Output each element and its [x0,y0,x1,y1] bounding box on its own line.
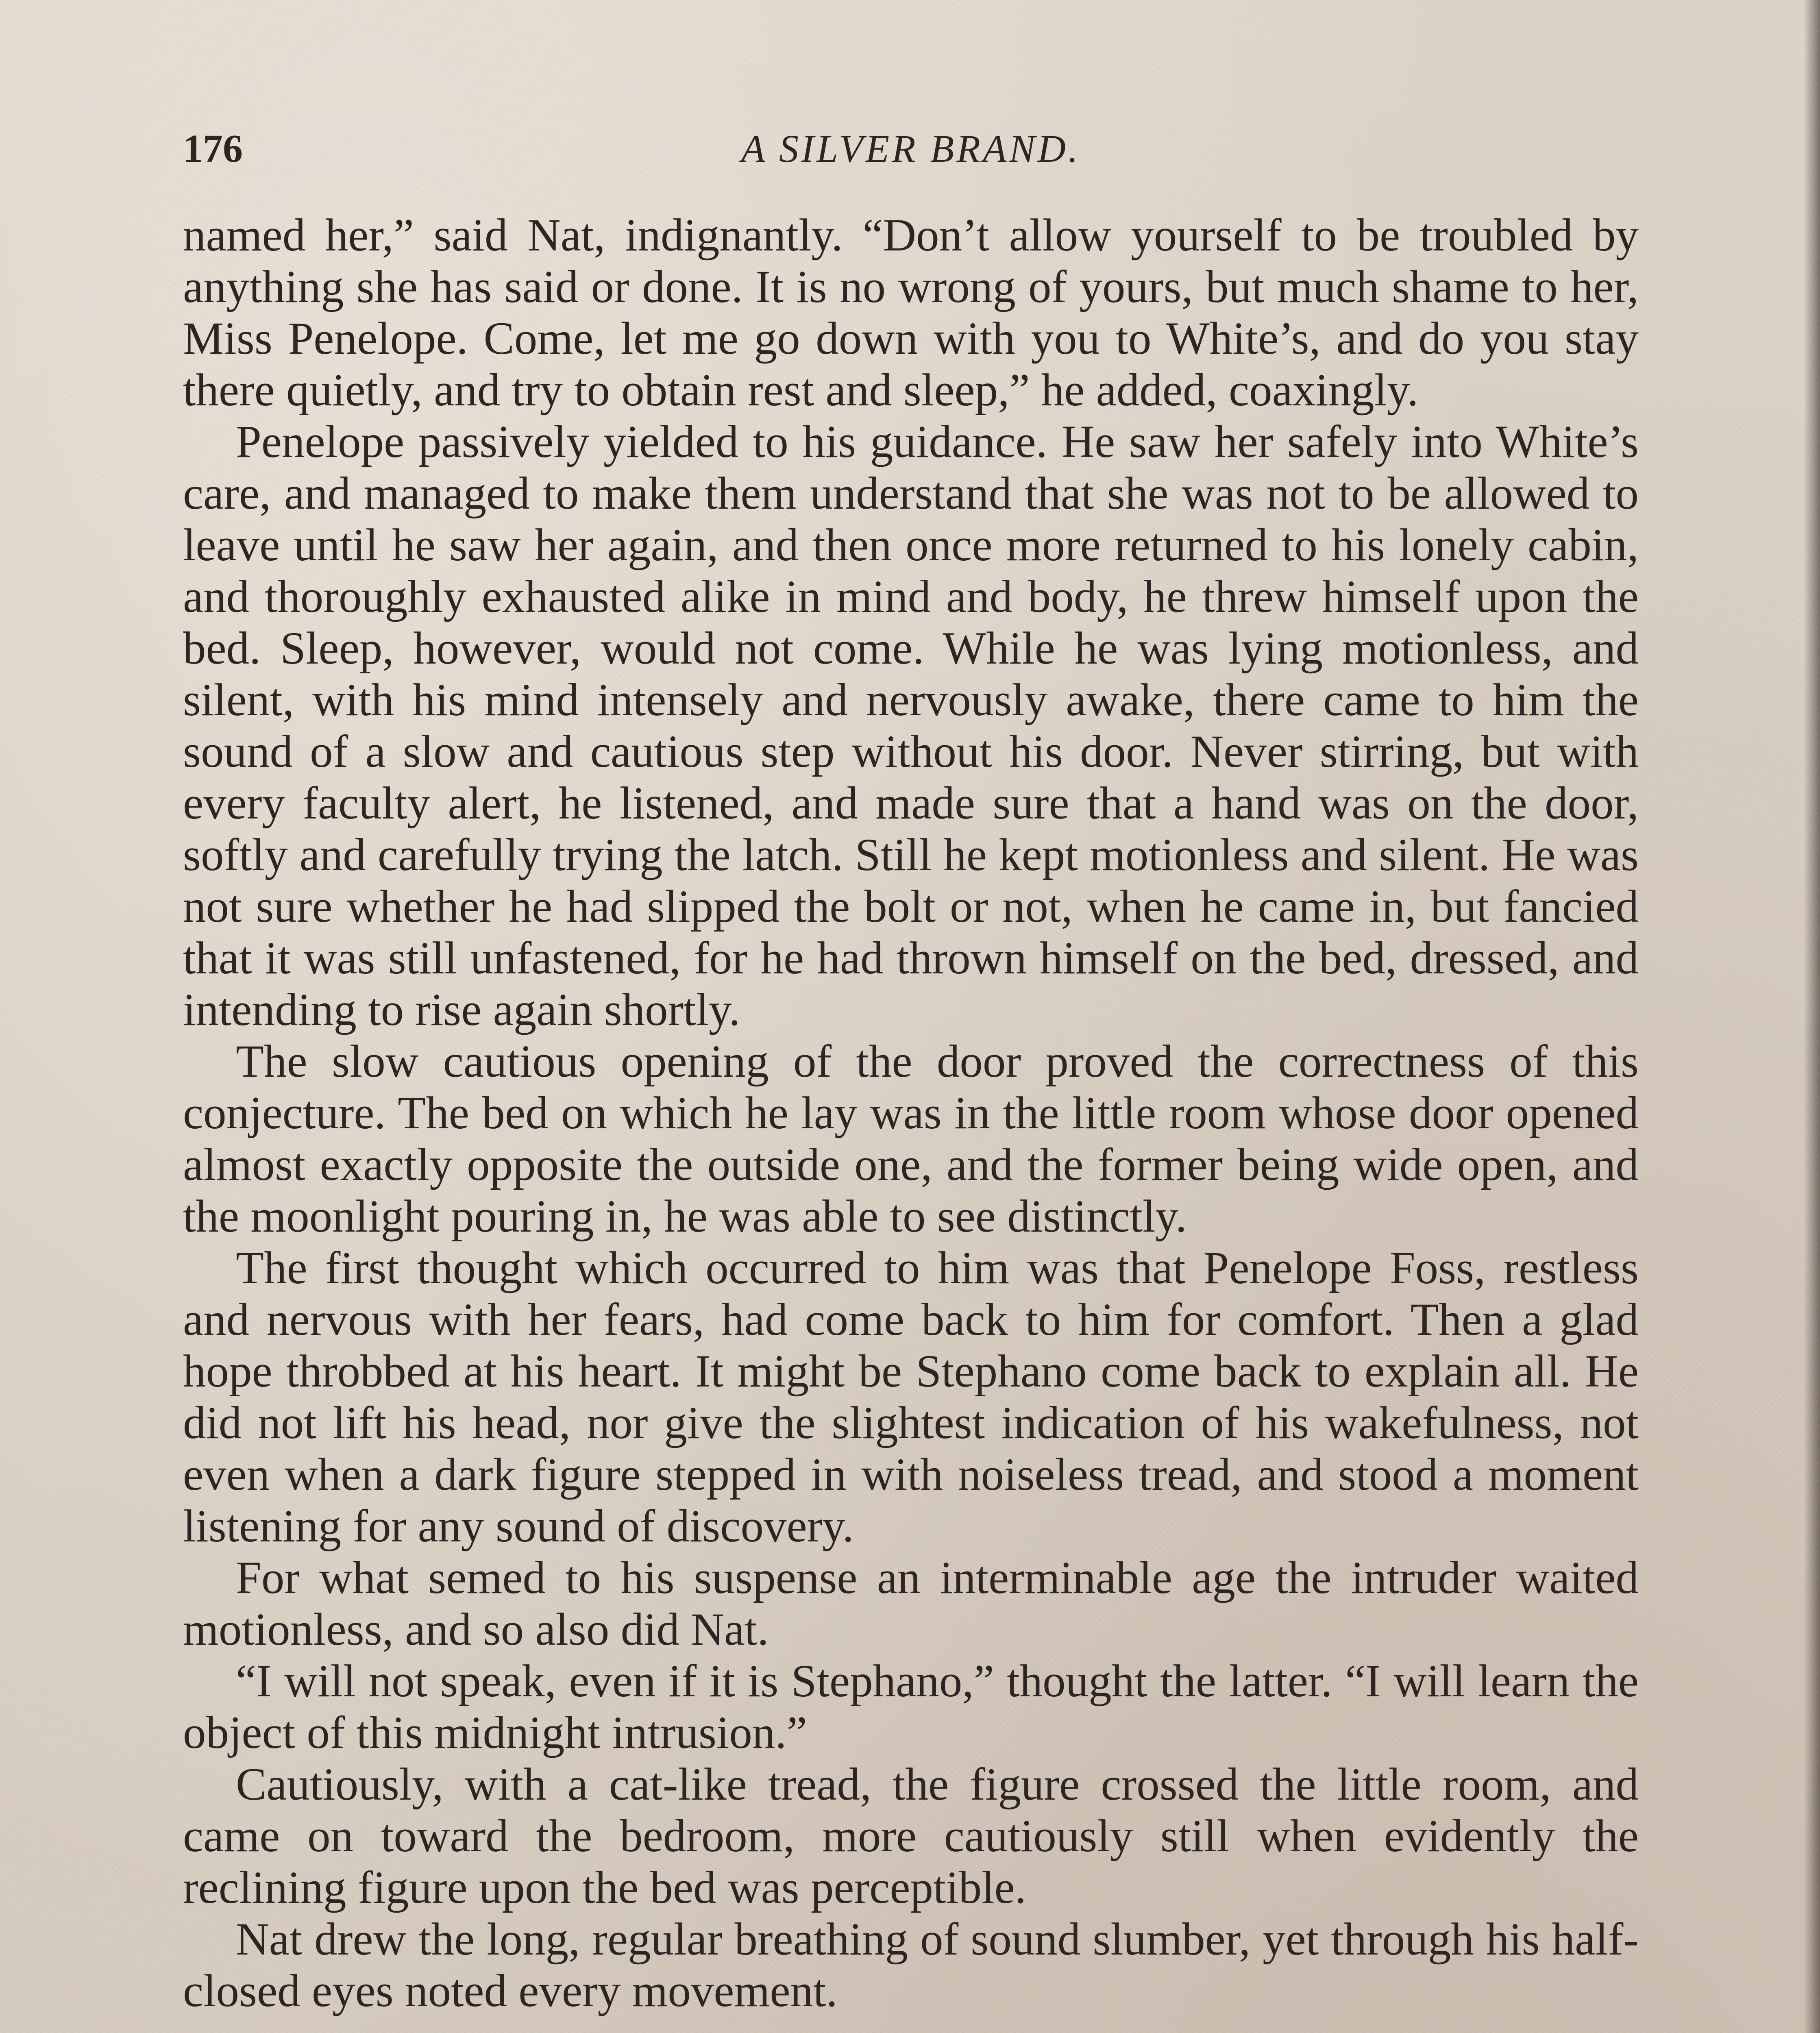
paragraph: The first thought which occurred to him was that Penelope Foss, restless and nervous with her fears, had come back to him for comfort. Then a glad hope throbbed at his heart. It might be Stephano come back to explain all. He did not lift his head, nor give the slightest indication of his wakefulness, not even when a dark figure stepped in with noiseless tread, and stood a moment listening for any sound of discovery. [183,1242,1639,1552]
paragraph: named her,” said Nat, indignantly. “Don’t allow yourself to be troubled by anything she has said or done. It is no wrong of yours, but much shame to her, Miss Penelope. Come, let me go down with you to White’s, and do you stay there quietly, and try to obtain rest and sleep,” he added, coaxingly. [183,209,1639,416]
paragraph: “I will not speak, even if it is Stephano,” thought the latter. “I will learn the object of this midnight intrusion.” [183,1655,1639,1759]
page-number: 176 [183,126,243,172]
paragraph: For what semed to his suspense an interminable age the intruder waited motionless, and so also did Nat. [183,1552,1639,1655]
paragraph: Cautiously, with a cat-like tread, the figure crossed the little room, and came on toward the bedroom, more cautiously still when evidently the reclining figure upon the bed was perceptible. [183,1759,1639,1913]
running-title: A SILVER BRAND. [183,126,1639,171]
paragraph: Penelope passively yielded to his guidance. He saw her safely into White’s care, and managed to make them understand that she was not to be allowed to leave until he saw her again, and then once more returned to his lonely cabin, and thoroughly exhausted alike in mind and body, he threw himself upon the bed. Sleep, however, would not come. While he was lying motionless, and silent, with his mind intensely and nervously awake, there came to him the sound of a slow and cautious step without his door. Never stirring, but with every faculty alert, he listened, and made sure that a hand was on the door, softly and carefully trying the latch. Still he kept motionless and silent. He was not sure whether he had slipped the bolt or not, when he came in, but fancied that it was still unfastened, for he had thrown himself on the bed, dressed, and intending to rise again shortly. [183,416,1639,1036]
paragraph: The slow cautious opening of the door proved the correctness of this conjecture. The bed on which he lay was in the little room whose door opened almost exactly opposite the outside one, and the former being wide open, and the moonlight pouring in, he was able to see distinctly. [183,1036,1639,1242]
paragraph: Nat drew the long, regular breathing of sound slumber, yet through his half-closed eyes noted every movement. [183,1913,1639,2017]
